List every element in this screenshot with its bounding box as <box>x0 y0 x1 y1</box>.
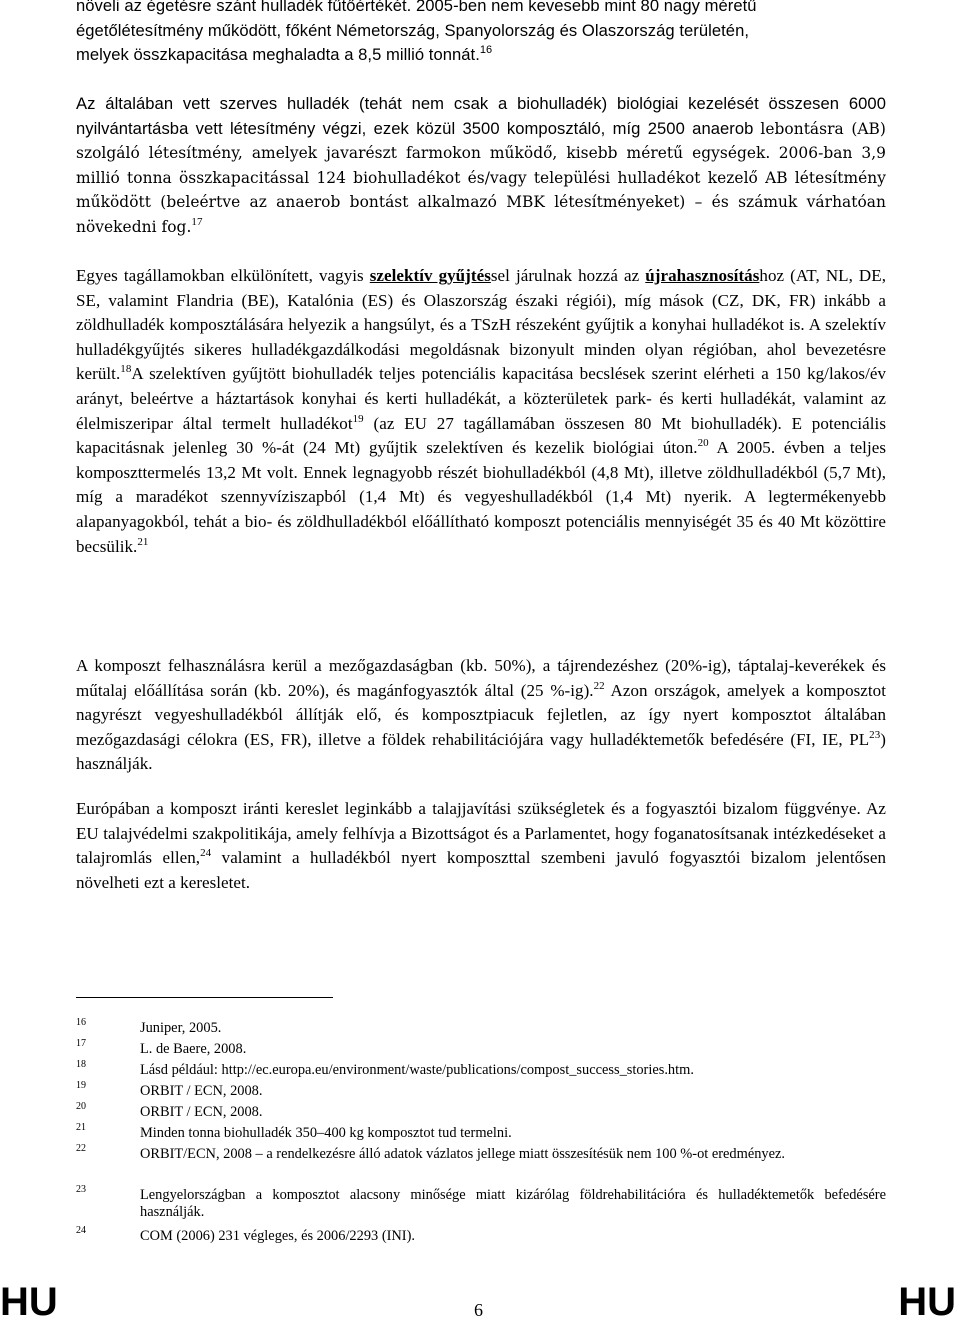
p0-line-2: égetőlétesítmény működött, főként Németország, Spanyolország és Olaszország területén, <box>76 20 750 40</box>
p2-part-d: A szelektíven gyűjtött biohulladék teljes potenciális kapacitása becslések szerint elérheti a 150 kg/lakos/év arányt, beleértve a háztartások konyhai és kerti hulladékát, a közterületek park- és kerti hulladékát, valamint az élelmiszeripar által termelt hulladékot <box>76 364 886 433</box>
paragraph-compost-use <box>76 654 886 777</box>
footnote-text[interactable]: Lásd például: http://ec.europa.eu/environment/waste/publications/compost_success_stories.htm. <box>140 1062 694 1078</box>
p1-part-c: 2006-ban 3,9 millió tonna összkapacitással 124 biohulladékot és/vagy települési hulladékot kezelő AB létesítmény működött (beleértve az anaerob bontást alkalmazó MBK létesítményeket) – és számuk várhatóan növekedni fog. <box>76 144 887 236</box>
p3-part-a: A komposzt felhasználásra kerül a mezőgazdaságban (kb. 50%), a tájrendezéshez (20%-ig), táptalaj-keverékek és műtalaj előállítása során (kb. 20%), és magánfogyasztók által (25 %-ig). <box>76 656 886 700</box>
footnote-text: Juniper, 2005. <box>140 1020 222 1036</box>
term-recycling: újrahasznosítás <box>645 266 760 285</box>
footnote-number: 16 <box>76 1017 86 1028</box>
footnote-number: 21 <box>76 1122 86 1133</box>
footnote-ref-19[interactable]: 19 <box>352 412 364 425</box>
footnote-ref-16[interactable]: 16 <box>479 44 493 57</box>
footnote-text: COM (2006) 231 végleges, és 2006/2293 (INI). <box>140 1228 415 1244</box>
footnote-text: L. de Baere, 2008. <box>140 1041 247 1057</box>
p2-part-b: sel járulnak hozzá az <box>490 266 646 285</box>
page-number: 6 <box>474 1300 483 1320</box>
footnote-number: 22 <box>76 1143 86 1154</box>
footnote-number: 19 <box>76 1080 86 1091</box>
footnote-text: Lengyelországban a komposztot alacsony minősége miatt kizárólag földrehabilitációra és hulladéktemetők befedésére használják. <box>140 1187 886 1220</box>
p3-part-b: Azon országok, amelyek a komposztot nagyrészt vegyeshulladékból állítják elő, és komposztpiacuk fejletlen, az így nyert komposztot általában mezőgazdasági célokra (ES, FR), illetve a földek rehabilitációjára vagy hulladéktemetők befedésére (FI, IE, PL <box>76 680 886 749</box>
language-code-right: HU <box>898 1280 956 1324</box>
p2-part-c: hoz (AT, NL, DE, SE, valamint Flandria (BE), Katalónia (ES) és Olaszország északi régiói), míg mások (CZ, DK, FR) inkább a zöldhulladék komposztálására helyezik a hangsúlyt, és a TSzH részeként gyűjtik a konyhai hulladékot is. A szelektív hulladékgyűjtés sikeres hulladékgazdálkodási megoldásnak bizonyult minden olyan régióban, ahol bevezetésre került. <box>76 266 886 384</box>
language-code-left: HU <box>0 1280 58 1324</box>
footnote-text: Minden tonna biohulladék 350–400 kg komposztot tud termelni. <box>140 1125 512 1141</box>
footnote-ref-24[interactable]: 24 <box>200 847 212 860</box>
footnote-ref-20[interactable]: 20 <box>697 437 709 450</box>
paragraph-biological-treatment <box>76 92 886 240</box>
p4-part-a: Európában a komposzt iránti kereslet leginkább a talajjavítási szükségletek és a fogyasztói bizalom függvénye. Az EU talajvédelmi szakpolitikája, amely felhívja a Bizottságot és a Parlamentet, hogy foganatosítsanak intézkedéseket a talajromlás ellen, <box>76 799 886 868</box>
p2-part-e: (az EU 27 tagállamában összesen 80 Mt biohulladék). E potenciális kapacitásnak jelenleg 30 %-át (24 Mt) gyűjtik szelektíven és kezelik biológiai úton. <box>76 413 886 458</box>
footnote-ref-18[interactable]: 18 <box>120 363 132 376</box>
paragraph-selective-collection <box>76 264 886 559</box>
footnote-ref-22[interactable]: 22 <box>593 679 605 692</box>
term-selective-collection: szelektív gyűjtés <box>369 266 491 285</box>
p3-part-c: ) használják. <box>76 729 886 774</box>
p0-line-3: melyek összkapacitása meghaladta a 8,5 millió tonnát. <box>76 45 480 65</box>
footnote-number: 17 <box>76 1038 86 1049</box>
footnote-text: ORBIT / ECN, 2008. <box>140 1083 263 1099</box>
paragraph-incineration <box>76 0 757 68</box>
footnote-ref-17[interactable]: 17 <box>191 215 203 228</box>
footnote-number: 20 <box>76 1101 86 1112</box>
p0-line-1: növeli az égetésre szánt hulladék fűtőértékét. 2005-ben nem kevesebb mint 80 nagy méretű <box>76 0 757 15</box>
footnote-ref-21[interactable]: 21 <box>137 535 149 548</box>
footnote-number: 24 <box>76 1225 86 1236</box>
footnote-number: 23 <box>76 1184 86 1195</box>
footnote-text: ORBIT/ECN, 2008 – a rendelkezésre álló adatok vázlatos jellege miatt összesítésük nem 100 %-ot eredményez. <box>140 1146 785 1162</box>
p2-part-a: Egyes tagállamokban elkülönített, vagyis <box>76 266 370 285</box>
footnote-text: ORBIT / ECN, 2008. <box>140 1104 263 1120</box>
p2-part-f: A 2005. évben a teljes komposzttermelés 13,2 Mt volt. Ennek legnagyobb részét biohulladékból (4,8 Mt), illetve zöldhulladékból (5,7 Mt), míg a maradékot szennyvíziszapból (1,4 Mt) és vegyeshulladékból (1,4 Mt) nyerik. A legtermékenyebb alapanyagokból, tehát a bio- és zöldhulladékból előállítható komposzt potenciális mennyiségét 35 és 40 Mt közöttire becsülik. <box>76 438 886 556</box>
footnote-ref-23[interactable]: 23 <box>869 728 881 741</box>
p1-part-b: lebontásra (AB) szolgáló létesítmény, amelyek javarészt farmokon működő, kisebb méretű egységek. <box>76 119 886 163</box>
p1-part-a: Az általában vett szerves hulladék (tehát nem csak a biohulladék) biológiai kezelését összesen 6000 nyilvántartásba vett létesítmény végzi, ezek közül 3500 komposztáló, míg 2500 anaerob <box>76 94 886 138</box>
p4-part-b: valamint a hulladékból nyert komposzttal szembeni javuló fogyasztói bizalom jelentősen növelheti ezt a keresletet. <box>76 848 886 892</box>
paragraph-compost-demand <box>76 797 886 895</box>
footnote-separator <box>76 997 333 998</box>
footnote-number: 18 <box>76 1059 86 1070</box>
